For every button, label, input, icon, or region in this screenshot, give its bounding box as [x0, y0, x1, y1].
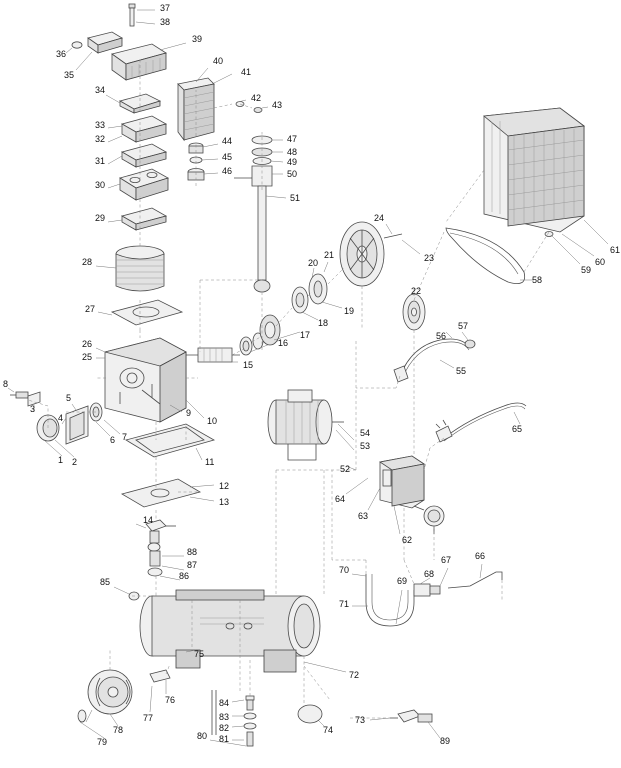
- callout-1: 1: [58, 455, 64, 465]
- callout-64: 64: [335, 494, 346, 504]
- callout-3: 3: [30, 404, 36, 414]
- callout-7: 7: [122, 432, 128, 442]
- callout-47: 47: [287, 134, 298, 144]
- callout-16: 16: [278, 338, 289, 348]
- callout-66: 66: [475, 551, 486, 561]
- callout-86: 86: [179, 571, 190, 581]
- callout-4: 4: [58, 413, 64, 423]
- callout-26: 26: [82, 339, 93, 349]
- callout-48: 48: [287, 147, 298, 157]
- callout-68: 68: [424, 569, 435, 579]
- callout-5: 5: [66, 393, 72, 403]
- callout-89: 89: [440, 736, 451, 746]
- callout-17: 17: [300, 330, 311, 340]
- callout-33: 33: [95, 120, 106, 130]
- callout-61: 61: [610, 245, 621, 255]
- callout-32: 32: [95, 134, 106, 144]
- callout-51: 51: [290, 193, 301, 203]
- callout-49: 49: [287, 157, 298, 167]
- callout-8: 8: [3, 379, 9, 389]
- callout-37: 37: [160, 3, 171, 13]
- callout-65: 65: [512, 424, 523, 434]
- callout-77: 77: [143, 713, 154, 723]
- callout-24: 24: [374, 213, 385, 223]
- callout-18: 18: [318, 318, 329, 328]
- left-shaft-group: [8, 388, 120, 457]
- callout-41: 41: [241, 67, 252, 77]
- callout-80: 80: [197, 731, 208, 741]
- base-plate-group: [122, 424, 214, 507]
- callout-76: 76: [165, 695, 176, 705]
- power-cord-group: [436, 403, 526, 442]
- callout-23: 23: [424, 253, 435, 263]
- callout-74: 74: [323, 725, 334, 735]
- callout-75: 75: [194, 649, 205, 659]
- callout-70: 70: [339, 565, 350, 575]
- callout-62: 62: [402, 535, 413, 545]
- callout-46: 46: [222, 166, 233, 176]
- pressure-switch-group: [346, 456, 444, 534]
- callout-40: 40: [213, 56, 224, 66]
- callout-82: 82: [219, 723, 230, 733]
- callout-72: 72: [349, 670, 360, 680]
- piston-rod-group: [178, 68, 286, 292]
- callout-81: 81: [219, 734, 230, 744]
- cylinder-group: [96, 246, 164, 291]
- callout-60: 60: [595, 257, 606, 267]
- callout-10: 10: [207, 416, 218, 426]
- callout-83: 83: [219, 712, 230, 722]
- callout-39: 39: [192, 34, 203, 44]
- callout-34: 34: [95, 85, 106, 95]
- callout-56: 56: [436, 331, 447, 341]
- drain-valve-group: [370, 710, 440, 738]
- callout-2: 2: [72, 457, 78, 467]
- air-tank-group: [140, 590, 346, 726]
- callout-35: 35: [64, 70, 75, 80]
- callout-19: 19: [344, 306, 355, 316]
- callout-78: 78: [113, 725, 124, 735]
- motor-group: [268, 390, 356, 470]
- callout-55: 55: [456, 366, 467, 376]
- callout-44: 44: [222, 136, 233, 146]
- callout-71: 71: [339, 599, 350, 609]
- callout-27: 27: [85, 304, 96, 314]
- callout-87: 87: [187, 560, 198, 570]
- callout-14: 14: [143, 515, 154, 525]
- callout-53: 53: [360, 441, 371, 451]
- callout-29: 29: [95, 213, 106, 223]
- callout-63: 63: [358, 511, 369, 521]
- callout-67: 67: [441, 555, 452, 565]
- callout-9: 9: [186, 408, 192, 418]
- callout-28: 28: [82, 257, 93, 267]
- callout-84: 84: [219, 698, 230, 708]
- callout-21: 21: [324, 250, 335, 260]
- callout-88: 88: [187, 547, 198, 557]
- air-filter-group: [66, 4, 186, 230]
- callout-69: 69: [397, 576, 408, 586]
- callout-6: 6: [110, 435, 116, 445]
- flywheel-group: [340, 222, 420, 286]
- wheel-group: [78, 670, 170, 738]
- check-valve-group: [114, 520, 184, 600]
- callout-50: 50: [287, 169, 298, 179]
- belt-guard-group: [484, 108, 608, 264]
- callout-36: 36: [56, 49, 67, 59]
- callout-20: 20: [308, 258, 319, 268]
- callout-73: 73: [355, 715, 366, 725]
- callout-22: 22: [411, 286, 422, 296]
- callout-57: 57: [458, 321, 469, 331]
- callout-54: 54: [360, 428, 371, 438]
- callout-12: 12: [219, 481, 230, 491]
- callout-15: 15: [243, 360, 254, 370]
- callout-13: 13: [219, 497, 230, 507]
- callout-42: 42: [251, 93, 262, 103]
- callout-30: 30: [95, 180, 106, 190]
- callout-59: 59: [581, 265, 592, 275]
- callout-25: 25: [82, 352, 93, 362]
- callout-52: 52: [340, 464, 351, 474]
- foot-bolts-group: [210, 690, 256, 746]
- callout-79: 79: [97, 737, 108, 747]
- callout-11: 11: [205, 457, 215, 467]
- callout-45: 45: [222, 152, 233, 162]
- callout-58: 58: [532, 275, 543, 285]
- callout-43: 43: [272, 100, 283, 110]
- callout-31: 31: [95, 156, 106, 166]
- belt-group: [446, 228, 534, 284]
- callout-85: 85: [100, 577, 111, 587]
- callout-38: 38: [160, 17, 171, 27]
